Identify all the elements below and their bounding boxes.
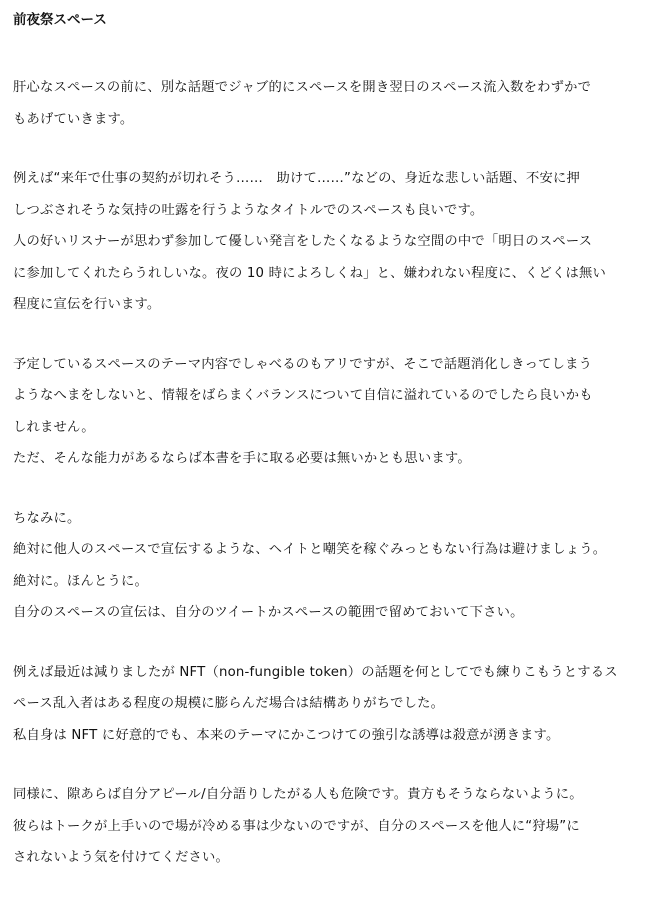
paragraph-2 (13, 163, 645, 321)
text-line: に参加してくれたらうれしいな。夜の 10 時によろしくね」と、嫌われない程度に、くどくは無い (13, 265, 607, 281)
text-line: 予定しているスペースのテーマ内容でしゃべるのもアリですが、そこで話題消化しきってしまう (13, 356, 593, 372)
text-line: 例えば最近は減りましたが NFT（non-fungible token）の話題を何としてでも練りこもうとするス (13, 664, 618, 680)
text-line: ただ、そんな能力があるならば本書を手に取る必要は無いかとも思います。 (13, 451, 471, 466)
paragraph-4 (13, 503, 645, 629)
text-line: ようなへまをしないと、情報をばらまくバランスについて自信に溢れているのでしたら良いかも (13, 388, 593, 403)
paragraph-1 (13, 72, 645, 135)
text-line: 絶対に。ほんとうに。 (13, 573, 148, 589)
text-line: 彼らはトークが上手いので場が冷める事は少ないのですが、自分のスペースを他人に“狩場”に (13, 818, 580, 834)
text-line: もあげていきます。 (13, 111, 134, 127)
spacer (13, 135, 645, 163)
spacer (13, 321, 645, 349)
paragraph-5 (13, 657, 645, 752)
text-line: 自分のスペースの宣伝は、自分のツイートかスペースの範囲で留めておいて下さい。 (13, 605, 524, 620)
spacer (13, 475, 645, 503)
text-line: 肝心なスペースの前に、別な話題でジャブ的にスペースを開き翌日のスペース流入数をわずかで (13, 80, 592, 95)
text-line: 人の好いリスナーが思わず参加して優しい発言をしたくなるような空間の中で「明日のスペース (13, 234, 593, 249)
spacer (13, 629, 645, 657)
text-line: されないよう気を付けてください。 (13, 850, 229, 865)
text-line: 私自身は NFT に好意的でも、本来のテーマにかこつけての強引な誘導は殺意が湧きます。 (13, 727, 560, 743)
text-line: 例えば“来年で仕事の契約が切れそう…… 助けて……”などの、身近な悲しい話題、不安に押 (13, 171, 581, 186)
document-title: 前夜祭スペース (13, 12, 107, 28)
text-line: しつぶされそうな気持の吐露を行うようなタイトルでのスペースも良いです。 (13, 202, 484, 218)
paragraph-3 (13, 349, 645, 475)
text-line: しれません。 (13, 419, 95, 435)
text-line: ペース乱入者はある程度の規模に膨らんだ場合は結構ありがちでした。 (13, 696, 445, 711)
text-line: 絶対に他人のスペースで宣伝するような、ヘイトと嘲笑を稼ぐみっともない行為は避けましょう。 (13, 542, 607, 557)
text-line: 同様に、隙あらば自分アピール/自分語りしたがる人も危険です。貴方もそうならないように。 (13, 787, 583, 802)
text-line: 程度に宣伝を行います。 (13, 297, 161, 312)
text-line: ちなみに。 (13, 510, 81, 526)
spacer (13, 32, 645, 72)
spacer (13, 751, 645, 779)
document-page (13, 8, 645, 874)
paragraph-6 (13, 779, 645, 874)
